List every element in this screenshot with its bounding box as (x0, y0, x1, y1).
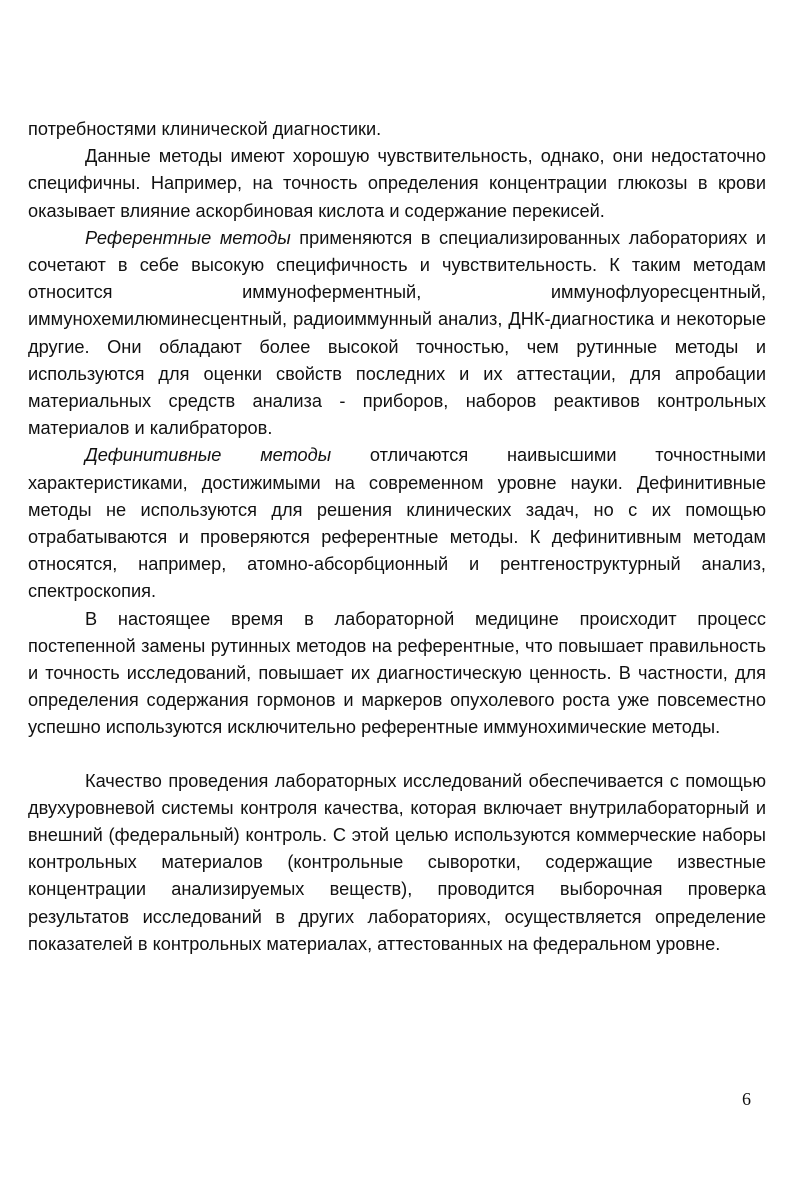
paragraph-4-lead-term: Дефинитивные методы (85, 445, 332, 466)
paragraph-4-text: отличаются наивысшими точностными характеристиками, достижимыми на современном уровне науки. Дефинитивные методы не используются для решения клинических задач, но с их помощью отрабатываются и проверяются референтные методы. К дефинитивным методам относятся, например, атомно-абсорбционный и рентгеноструктурный анализ, спектроскопия. (28, 445, 766, 602)
paragraph-1 (28, 116, 766, 143)
body-text (28, 116, 766, 958)
paragraph-2-text: Данные методы имеют хорошую чувствительность, однако, они недостаточно специфичны. Например, на точность определения концентрации глюкозы в крови оказывает влияние аскорбиновая кислота и содержание перекисей. (28, 146, 766, 221)
paragraph-5-text: В настоящее время в лабораторной медицине происходит процесс постепенной замены рутинных методов на референтные, что повышает правильность и точность исследований, повышает их диагностическую ценность. В частности, для определения содержания гормонов и маркеров опухолевого роста уже повсеместно успешно используются исключительно референтные иммунохимические методы. (28, 608, 766, 738)
page-number: 6 (742, 1089, 751, 1109)
paragraph-6 (28, 768, 766, 958)
paragraph-2 (28, 143, 766, 225)
paragraph-4 (28, 442, 766, 605)
paragraph-5 (28, 606, 766, 742)
paragraph-6-text: Качество проведения лабораторных исследований обеспечивается с помощью двухуровневой системы контроля качества, которая включает внутрилабораторный и внешний (федеральный) контроль. С этой целью используются коммерческие наборы контрольных материалов (контрольные сыворотки, содержащие известные концентрации анализируемых веществ), проводится выборочная проверка результатов исследований в других лабораториях, осуществляется определение показателей в контрольных материалах, аттестованных на федеральном уровне. (28, 770, 766, 954)
paragraph-3-lead-term: Референтные методы (85, 227, 291, 248)
paragraph-1-text: потребностями клинической диагностики. (28, 119, 382, 139)
paragraph-3 (28, 225, 766, 443)
paragraph-3-text: применяются в специализированных лабораториях и сочетают в себе высокую специфичность и чувствительность. К таким методам относится иммуноферментный, иммунофлуоресцентный, иммунохемилюминесцентный, радиоиммунный анализ, ДНК-диагностика и некоторые другие. Они обладают более высокой точностью, чем рутинные методы и используются для оценки свойств последних и их аттестации, для апробации материальных средств анализа - приборов, наборов реактивов контрольных материалов и калибраторов. (28, 227, 766, 439)
